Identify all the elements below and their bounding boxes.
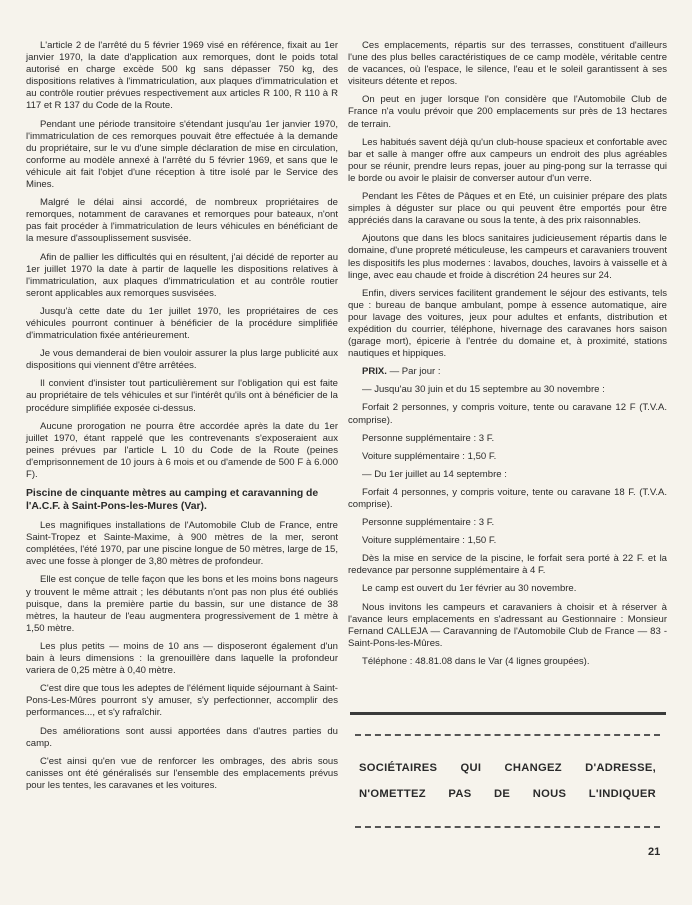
paragraph: L'article 2 de l'arrêté du 5 février 1969 visé en référence, fixait au 1er janvier 1970, la date d'application aux remorques, dont le poids total autorisé en charge excède 500 kg sans dépasser 750 kg, des dispositions relatives à l'immatriculation, aux plaques d'immatriculation et au contrôle routier prévues respectivement aux articles R 100, R 110 à R 117 et R 137 du Code de la Route. [26,40,338,112]
price-line: Le camp est ouvert du 1er février au 30 novembre. [362,583,577,595]
price-line: Personne supplémentaire : 3 F. [362,517,495,529]
price-line: Voiture supplémentaire : 1,50 F. [362,450,497,462]
paragraph: Aucune prorogation ne pourra être accordée après la date du 1er juillet 1970, étant rappelé que les contrevenants s'exposeraient aux peines prévues par l'article L 10 du Code de la Route (peines d'emprisonnement de 10 jours à 6 mois et ou d'amende de 500 F à 6.000 F). [26,420,338,480]
paragraph: Des améliorations sont aussi apportées dans d'autres parties du camp. [26,725,338,749]
page-number: 21 [648,846,661,858]
paragraph: Malgré le délai ainsi accordé, de nombreux propriétaires de remorques, notamment de caravanes et remorques pour bateaux, n'ont pas fait procéder à l'immatriculation de leurs véhicules en bénéficiant de la mesure d'assouplissement susvisée. [26,197,338,245]
right-column [348,40,667,674]
paragraph: Afin de pallier les difficultés qui en résultent, j'ai décidé de reporter au 1er juillet 1970 la date à partir de laquelle les dispositions relatives à l'immatriculation, aux plaques d'immatriculation et au contrôle routier seront applicables aux remorques susvisées. [26,251,338,299]
address-change-notice [355,734,660,828]
price-line: Personne supplémentaire : 3 F. [362,432,495,444]
price-line: Nous invitons les campeurs et caravaniers à choisir et à réserver à l'avance leurs emplacements en s'adressant au Gestionnaire : Monsieur Fernand CALLEJA — Caravanning de l'Automobile Club de France — 83 - Saint-Pons-les-Mûres. [348,601,667,649]
paragraph: Je vous demanderai de bien vouloir assurer la plus large publicité aux dispositions qui viennent d'être arrêtées. [26,348,338,372]
paragraph: Les magnifiques installations de l'Automobile Club de France, entre Saint-Tropez et Sainte-Maxime, à 900 mètres de la mer, seront complétées, l'été 1970, par une piscine longue de 50 mètres, large de 15, avec une fosse à plonger de 3,80 mètres de profondeur. [26,520,338,568]
price-line: Forfait 4 personnes, y compris voiture, tente ou caravane 18 F. (T.V.A. comprise). [348,486,667,510]
paragraph: Les habitués savent déjà qu'un club-house spacieux et confortable avec bar et salle à manger offre aux campeurs un endroit des plus agréables pour se réunir, prendre leurs repas, jouer au ping-pong sur la terrasse qui le borde ou avoir le plaisir de converser autour d'un verre. [348,136,667,184]
price-line: Téléphone : 48.81.08 dans le Var (4 lignes groupées). [362,655,590,667]
left-column [26,40,338,798]
paragraph: Il convient d'insister tout particulièrement sur l'obligation qui est faite au propriétaire de tels véhicules et sur l'intérêt qu'ils ont à bénéficier de la procédure simplifiée exposée ci-dessus. [26,378,338,414]
paragraph: Enfin, divers services facilitent grandement le séjour des estivants, tels que : bureau de banque ambulant, pompe à essence automatique, aire pour lavage des voitures, jeux pour adultes et enfants, distribution et expédition du courrier, téléphone, hivernage des caravanes hors saison (garage mort), épicerie à l'entrée du domaine et, à proximité, stations nautiques et hippiques. [348,287,667,360]
paragraph: Les plus petits — moins de 10 ans — disposeront également d'un bain à leurs dimensions : la grenouillère dans laquelle la profondeur variera de 0,25 mètre à 0,40 mètre. [26,640,338,677]
paragraph: Ajoutons que dans les blocs sanitaires judicieusement répartis dans le domaine, d'une propreté méticuleuse, les campeurs et caravaniers trouvent les dispositifs les plus modernes : lavabos, douches, lavoirs à vaisselle et à linge, avec eau chaude et froide à discrétion 24 heures sur 24. [348,233,667,281]
price-line: — Jusqu'au 30 juin et du 15 septembre au 30 novembre : [362,384,605,396]
notice-line-1: SOCIÉTAIRES QUI CHANGEZ D'ADRESSE, [359,762,656,774]
article-heading: Piscine de cinquante mètres au camping et caravanning de l'A.C.F. à Saint-Pons-les-Mures (Var). [26,488,319,513]
prix-subtitle: — Par jour : [386,366,441,378]
price-line: Dès la mise en service de la piscine, le forfait sera porté à 22 F. et la redevance par personne supplémentaire à 4 F. [348,553,667,577]
paragraph: C'est ainsi qu'en vue de renforcer les ombrages, des abris sous canisses ont été généralisés sur l'ensemble des emplacements prévus pour les tentes, les caravanes et les voitures. [26,755,338,791]
paragraph: Elle est conçue de telle façon que les bons et les moins bons nageurs y trouvent le même attrait ; les débutants n'ont pas non plus été oubliés puisque, dans la première partie du bassin, sur une distance de 38 mètres, la hauteur de l'eau augmentera progressivement de 1 mètre à 1,50 mètre. [26,574,338,634]
paragraph: Ces emplacements, répartis sur des terrasses, constituent d'ailleurs l'une des plus belles caractéristiques de ce camp modèle, véritable centre de vacances, où l'espace, le silence, l'eau et le soleil garantissent à ses visiteurs détente et repos. [348,40,667,88]
section-divider [350,712,666,715]
price-line: — Du 1er juillet au 14 septembre : [362,468,507,480]
prix-heading [348,366,667,378]
paragraph: Pendant une période transitoire s'étendant jusqu'au 1er janvier 1970, l'immatriculation de ces remorques pouvait être effectuée à la demande du propriétaire, sur le vu d'une simple déclaration de mise en circulation, conforme au modèle annexé à l'arrêté du 5 février 1969, et sans que le véhicule ait fait l'objet d'une réception à titre isolé par le Service des Mines. [26,118,338,191]
price-line: Voiture supplémentaire : 1,50 F. [362,535,497,547]
paragraph: Pendant les Fêtes de Pâques et en Eté, un cuisinier prépare des plats simples à déguster sur place ou qui peuvent être emportés pour être appréciés dans la caravane ou sous la tente, à des prix raisonnables. [348,191,667,227]
notice-line-2: N'OMETTEZ PAS DE NOUS L'INDIQUER [359,788,656,800]
paragraph: On peut en juger lorsque l'on considère que l'Automobile Club de France n'a voulu prévoir que 200 emplacements sur près de 13 hectares de terrain. [348,94,667,130]
paragraph: C'est dire que tous les adeptes de l'élément liquide séjournant à Saint-Pons-Les-Mûres pourront s'y amuser, s'y perfectionner, accomplir des performances..., et s'y rafraîchir. [26,683,338,719]
paragraph: Jusqu'à cette date du 1er juillet 1970, les propriétaires de ces véhicules pourront continuer à bénéficier de la procédure simplifiée d'immatriculation fixée antérieurement. [26,305,338,342]
prix-label: PRIX. [362,366,387,378]
price-line: Forfait 2 personnes, y compris voiture, tente ou caravane 12 F (T.V.A. comprise). [348,402,667,426]
